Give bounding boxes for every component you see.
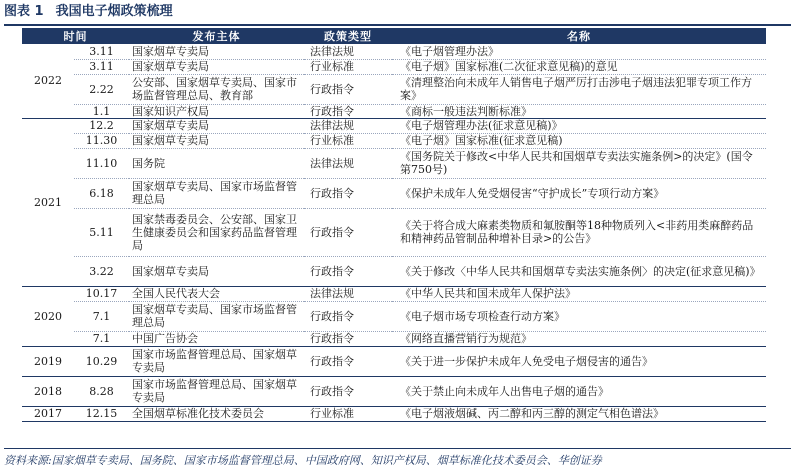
type-cell: 法律法规 bbox=[304, 44, 392, 59]
table-row bbox=[22, 346, 766, 376]
date-cell: 3.11 bbox=[74, 44, 129, 59]
year-cell: 2020 bbox=[22, 286, 74, 346]
table-row bbox=[22, 331, 766, 346]
date-cell: 6.18 bbox=[74, 178, 129, 208]
table-row bbox=[22, 178, 766, 208]
table-row bbox=[22, 118, 766, 133]
name-cell: 《保护未成年人免受烟侵害“守护成长”专项行动方案》 bbox=[392, 178, 766, 208]
name-cell: 《电子烟液烟碱、丙二醇和丙三醇的测定气相色谱法》 bbox=[392, 406, 766, 421]
type-cell: 行政指令 bbox=[304, 208, 392, 256]
issuer-cell: 国家知识产权局 bbox=[129, 104, 304, 118]
name-cell: 《网络直播营销行为规范》 bbox=[392, 331, 766, 346]
year-cell: 2022 bbox=[22, 44, 74, 118]
table-row bbox=[22, 286, 766, 301]
type-cell: 法律法规 bbox=[304, 148, 392, 178]
issuer-cell: 全国烟草标准化技术委员会 bbox=[129, 406, 304, 421]
type-cell: 行业标准 bbox=[304, 133, 392, 148]
header-issuer: 发布主体 bbox=[129, 28, 304, 44]
issuer-cell: 国家烟草专卖局 bbox=[129, 59, 304, 74]
figure-title bbox=[4, 2, 173, 22]
year-cell: 2017 bbox=[22, 406, 74, 421]
table-row bbox=[22, 406, 766, 421]
type-cell: 行业标准 bbox=[304, 59, 392, 74]
name-cell: 《关于禁止向未成年人出售电子烟的通告》 bbox=[392, 376, 766, 406]
type-cell: 行政指令 bbox=[304, 301, 392, 331]
table-row bbox=[22, 44, 766, 59]
date-cell: 12.2 bbox=[74, 118, 129, 133]
source-rule bbox=[4, 448, 791, 449]
date-cell: 7.1 bbox=[74, 301, 129, 331]
table-row bbox=[22, 376, 766, 406]
issuer-cell: 国家市场监督管理总局、国家烟草专卖局 bbox=[129, 346, 304, 376]
type-cell: 行政指令 bbox=[304, 376, 392, 406]
date-cell: 2.22 bbox=[74, 74, 129, 104]
date-cell: 7.1 bbox=[74, 331, 129, 346]
year-cell: 2018 bbox=[22, 376, 74, 406]
type-cell: 行政指令 bbox=[304, 256, 392, 286]
table-row bbox=[22, 256, 766, 286]
issuer-cell: 中国广告协会 bbox=[129, 331, 304, 346]
name-cell: 《电子烟管理办法(征求意见稿)》 bbox=[392, 118, 766, 133]
name-cell: 《电子烟市场专项检查行动方案》 bbox=[392, 301, 766, 331]
name-cell: 《电子烟》国家标准(二次征求意见稿)的意见 bbox=[392, 59, 766, 74]
table-row bbox=[22, 74, 766, 104]
table-row bbox=[22, 59, 766, 74]
name-cell: 《中华人民共和国未成年人保护法》 bbox=[392, 286, 766, 301]
date-cell: 1.1 bbox=[74, 104, 129, 118]
issuer-cell: 国家烟草专卖局 bbox=[129, 256, 304, 286]
date-cell: 10.29 bbox=[74, 346, 129, 376]
date-cell: 11.10 bbox=[74, 148, 129, 178]
table-row bbox=[22, 133, 766, 148]
issuer-cell: 国家禁毒委员会、公安部、国家卫生健康委员会和国家药品监督管理局 bbox=[129, 208, 304, 256]
issuer-cell: 国家市场监督管理总局、国家烟草专卖局 bbox=[129, 376, 304, 406]
header-name: 名称 bbox=[392, 28, 766, 44]
name-cell: 《电子烟》国家标准(征求意见稿) bbox=[392, 133, 766, 148]
header-type: 政策类型 bbox=[304, 28, 392, 44]
figure-title-text: 我国电子烟政策梳理 bbox=[55, 4, 173, 19]
issuer-cell: 国家烟草专卖局 bbox=[129, 44, 304, 59]
date-cell: 10.17 bbox=[74, 286, 129, 301]
date-cell: 11.30 bbox=[74, 133, 129, 148]
type-cell: 行政指令 bbox=[304, 346, 392, 376]
type-cell: 法律法规 bbox=[304, 286, 392, 301]
type-cell: 行政指令 bbox=[304, 331, 392, 346]
name-cell: 《商标一般违法判断标准》 bbox=[392, 104, 766, 118]
year-cell: 2019 bbox=[22, 346, 74, 376]
source-note: 资料来源:国家烟草专卖局、国务院、国家市场监督管理总局、中国政府网、知识产权局、烟草标准化技术委员会、华创证券 bbox=[4, 454, 602, 467]
issuer-cell: 国家烟草专卖局、国家市场监督管理总局 bbox=[129, 178, 304, 208]
year-cell: 2021 bbox=[22, 118, 74, 286]
date-cell: 8.28 bbox=[74, 376, 129, 406]
table-body bbox=[22, 44, 766, 421]
table-row bbox=[22, 208, 766, 256]
table-row bbox=[22, 104, 766, 118]
date-cell: 5.11 bbox=[74, 208, 129, 256]
name-cell: 《关于进一步保护未成年人免受电子烟侵害的通告》 bbox=[392, 346, 766, 376]
issuer-cell: 国家烟草专卖局、国家市场监督管理总局 bbox=[129, 301, 304, 331]
type-cell: 法律法规 bbox=[304, 118, 392, 133]
policy-table bbox=[22, 28, 766, 422]
date-cell: 12.15 bbox=[74, 406, 129, 421]
header-time: 时间 bbox=[22, 28, 129, 44]
name-cell: 《清理整治向未成年人销售电子烟严厉打击涉电子烟违法犯罪专项工作方案》 bbox=[392, 74, 766, 104]
name-cell: 《关于将合成大麻素类物质和氟胺酮等18种物质列入<非药用类麻醉药品和精神药品管制品种增补目录>的公告》 bbox=[392, 208, 766, 256]
issuer-cell: 国务院 bbox=[129, 148, 304, 178]
type-cell: 行业标准 bbox=[304, 406, 392, 421]
name-cell: 《国务院关于修改<中华人民共和国烟草专卖法实施条例>的决定》(国令第750号) bbox=[392, 148, 766, 178]
date-cell: 3.11 bbox=[74, 59, 129, 74]
type-cell: 行政指令 bbox=[304, 104, 392, 118]
issuer-cell: 国家烟草专卖局 bbox=[129, 133, 304, 148]
type-cell: 行政指令 bbox=[304, 74, 392, 104]
table-row bbox=[22, 148, 766, 178]
issuer-cell: 国家烟草专卖局 bbox=[129, 118, 304, 133]
date-cell: 3.22 bbox=[74, 256, 129, 286]
table-header bbox=[22, 28, 766, 44]
name-cell: 《关于修改〈中华人民共和国烟草专卖法实施条例〉的决定(征求意见稿)》 bbox=[392, 256, 766, 286]
figure-number: 图表 1 bbox=[4, 4, 44, 19]
type-cell: 行政指令 bbox=[304, 178, 392, 208]
issuer-cell: 公安部、国家烟草专卖局、国家市场监督管理总局、教育部 bbox=[129, 74, 304, 104]
issuer-cell: 全国人民代表大会 bbox=[129, 286, 304, 301]
name-cell: 《电子烟管理办法》 bbox=[392, 44, 766, 59]
title-rule bbox=[4, 24, 791, 26]
table-row bbox=[22, 301, 766, 331]
